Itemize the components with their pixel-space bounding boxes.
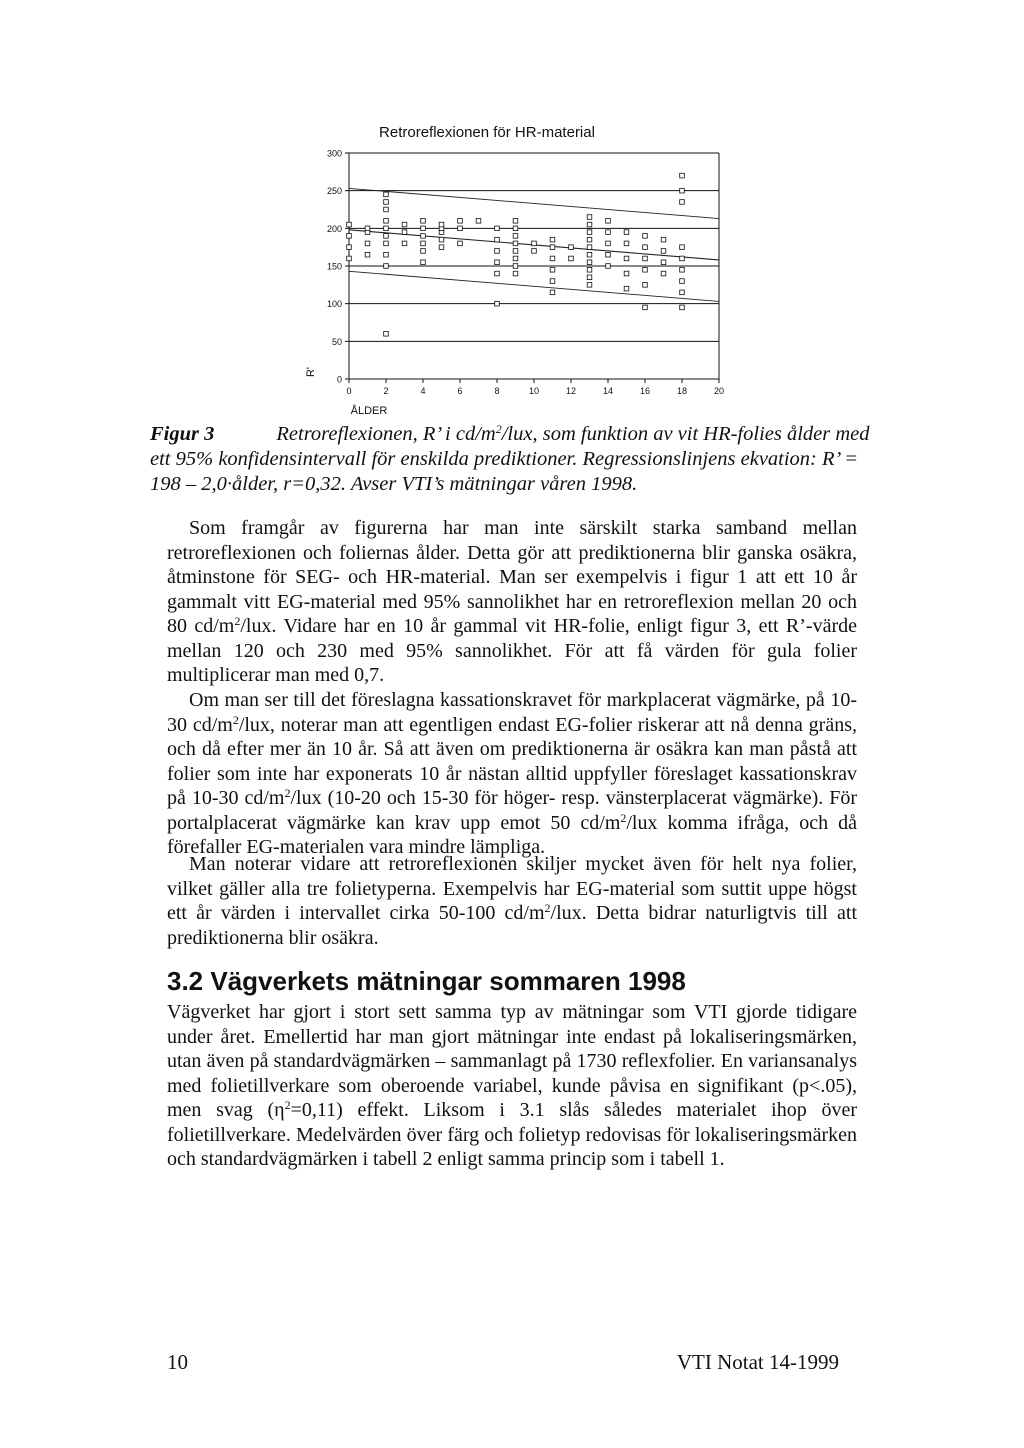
data-point xyxy=(643,267,648,272)
x-tick-label: 18 xyxy=(676,386,688,396)
data-point xyxy=(347,234,352,239)
data-point xyxy=(624,256,629,261)
data-point xyxy=(587,222,592,227)
data-point xyxy=(513,256,518,261)
data-point xyxy=(439,222,444,227)
text-run: Som framgår av figurerna har man inte särskilt starka samband mellan retroreflexionen och foliernas ålder. Detta gör att prediktionerna blir ganska osäkra, åtminstone för SEG- och HR-material. Man ser exempelvis i figur 1 att ett 10 år gammalt vitt EG-material med 95% sannolikhet har en retroreflexion mellan 20 och 80 cd/m xyxy=(167,517,857,637)
text-run: /lux. Vidare har en 10 år gammal vit HR-folie, enligt figur 3, ett R’-värde mellan 120 och 230 med 95% sannolikhet. För att få värden för gula folier multiplicerar man med 0,7. xyxy=(167,615,857,686)
data-point xyxy=(587,267,592,272)
data-point xyxy=(550,267,555,272)
page-number: 10 xyxy=(167,1350,188,1374)
data-point xyxy=(643,256,648,261)
data-point xyxy=(458,219,463,224)
x-tick-label: 14 xyxy=(602,386,614,396)
chart-grid xyxy=(349,153,719,379)
data-point xyxy=(624,271,629,276)
data-point xyxy=(384,207,389,212)
data-point xyxy=(643,283,648,288)
data-point xyxy=(513,226,518,231)
x-tick-label: 6 xyxy=(457,386,463,396)
text-run: /lux komma ifråga, och då förefaller EG-materialen vara mindre lämpliga. xyxy=(167,811,857,858)
data-point xyxy=(680,290,685,295)
data-point xyxy=(661,249,666,254)
data-point xyxy=(587,283,592,288)
data-point xyxy=(587,230,592,235)
figure-label: Figur 3 xyxy=(150,423,215,445)
text-run: =0,11) effekt. Liksom i 3.1 slås således materialet ihop över folietillverkare. Medelvärden över färg och folietyp redovisas för lokaliseringsmärken och standardvägmärken i tabell 2 enligt samma princip som i tabell 1. xyxy=(167,1099,857,1170)
x-tick-label: 10 xyxy=(528,386,540,396)
superscript: 2 xyxy=(544,901,551,915)
superscript: 2 xyxy=(234,614,241,628)
superscript: 2 xyxy=(284,786,291,800)
data-point xyxy=(384,241,389,246)
data-point xyxy=(550,245,555,250)
text-run: Vägverket har gjort i stort sett samma typ av mätningar som VTI gjorde tidigare under året. Emellertid har man gjort mätningar inte endast på lokaliseringsmärken, utan även på standardvägmärken – sammanlagt på 1730 reflexfolier. En variansanalys med folietillverkare som oberoende variabel, kunde påvisa en signifikant (p<.05), men svag (η xyxy=(167,1001,857,1121)
data-point xyxy=(661,260,666,265)
data-point xyxy=(643,234,648,239)
caption-text: /lux, som funktion av vit HR-folies ålder med ett 95% konfidensintervall för enskilda prediktioner. Regressionslinjens ekvation: R’ = 198 – 2,0·ålder, r=0,32. Avser VTI’s mätningar våren 1998. xyxy=(150,423,870,495)
data-point xyxy=(569,256,574,261)
y-tick-label: 250 xyxy=(326,186,342,197)
data-point xyxy=(643,305,648,310)
x-tick-label: 4 xyxy=(420,386,426,396)
data-point xyxy=(347,245,352,250)
data-point xyxy=(513,264,518,269)
data-point xyxy=(513,249,518,254)
text-run: /lux (10-20 och 15-30 för höger- resp. vänsterplacerat vägmärke). För portalplacerat vägmärke kan krav upp emot 50 cd/m xyxy=(167,787,858,834)
data-point xyxy=(680,188,685,193)
data-point xyxy=(421,226,426,231)
paragraph xyxy=(167,516,857,688)
data-point xyxy=(421,260,426,265)
data-point xyxy=(402,230,407,235)
data-point xyxy=(550,290,555,295)
data-point xyxy=(495,271,500,276)
data-point xyxy=(643,245,648,250)
y-tick-label: 150 xyxy=(326,261,342,272)
data-point xyxy=(347,222,352,227)
data-point xyxy=(606,252,611,257)
prediction-interval-line xyxy=(349,188,719,218)
data-point xyxy=(606,230,611,235)
data-point xyxy=(550,256,555,261)
data-point xyxy=(495,249,500,254)
data-point xyxy=(680,267,685,272)
x-tick-label: 2 xyxy=(383,386,389,396)
data-point xyxy=(513,219,518,224)
data-point xyxy=(421,219,426,224)
data-point xyxy=(402,241,407,246)
data-point xyxy=(587,215,592,220)
data-point xyxy=(347,256,352,261)
y-tick-label: 0 xyxy=(336,374,342,385)
data-point xyxy=(587,260,592,265)
superscript: 2 xyxy=(284,1098,291,1112)
data-point xyxy=(569,245,574,250)
figure-caption xyxy=(150,422,878,497)
y-tick-label: 300 xyxy=(326,148,342,159)
data-point xyxy=(384,264,389,269)
x-tick-label: 16 xyxy=(639,386,651,396)
superscript: 2 xyxy=(620,810,627,825)
data-point xyxy=(661,271,666,276)
data-point xyxy=(458,241,463,246)
data-point xyxy=(384,200,389,205)
data-point xyxy=(532,241,537,246)
x-axis-ticks xyxy=(346,379,724,396)
data-point xyxy=(606,219,611,224)
y-tick-label: 200 xyxy=(326,223,342,234)
data-point xyxy=(680,245,685,250)
data-point xyxy=(421,249,426,254)
data-point xyxy=(384,234,389,239)
data-point xyxy=(661,237,666,242)
scatter-chart xyxy=(290,110,740,420)
x-tick-label: 8 xyxy=(494,386,500,396)
data-point xyxy=(384,226,389,231)
data-point xyxy=(458,226,463,231)
text-run: /lux, noterar man att egentligen endast EG-folier riskerar att nå denna gräns, och då efter mer än 10 år. Så att även om prediktionerna är osäkra kan man påstå att folier som inte har exponerats 10 år nästan alltid uppfyller föreslaget kassationskrav på 10-30 cd/m xyxy=(167,713,857,809)
data-points xyxy=(347,173,685,336)
data-point xyxy=(365,226,370,231)
data-point xyxy=(384,192,389,197)
data-point xyxy=(476,219,481,224)
y-axis-ticks xyxy=(327,149,349,385)
data-point xyxy=(606,241,611,246)
paragraph xyxy=(167,852,857,950)
y-tick-label: 100 xyxy=(326,299,342,310)
data-point xyxy=(513,241,518,246)
data-point xyxy=(532,249,537,254)
data-point xyxy=(680,200,685,205)
data-point xyxy=(384,252,389,257)
data-point xyxy=(365,241,370,246)
data-point xyxy=(513,234,518,239)
data-point xyxy=(587,237,592,242)
data-point xyxy=(402,222,407,227)
data-point xyxy=(587,275,592,280)
data-point xyxy=(421,241,426,246)
data-point xyxy=(513,271,518,276)
data-point xyxy=(624,241,629,246)
x-tick-label: 20 xyxy=(713,386,725,396)
data-point xyxy=(680,173,685,178)
paragraph xyxy=(167,688,857,860)
report-id: VTI Notat 14-1999 xyxy=(676,1350,839,1374)
data-point xyxy=(384,219,389,224)
x-tick-label: 12 xyxy=(565,386,577,396)
y-tick-label: 50 xyxy=(331,336,342,347)
text-run: Om man ser till det föreslagna kassationskravet för markplacerat vägmärke, på 10-30 cd/m xyxy=(167,689,857,736)
data-point xyxy=(680,279,685,284)
data-point xyxy=(550,237,555,242)
superscript: 2 xyxy=(232,712,239,727)
data-point xyxy=(495,260,500,265)
data-point xyxy=(680,256,685,261)
superscript: 2 xyxy=(495,422,502,436)
data-point xyxy=(680,305,685,310)
text-run: /lux. Detta bidrar naturligtvis till att prediktionerna blir osäkra. xyxy=(167,902,858,949)
data-point xyxy=(587,245,592,250)
data-point xyxy=(550,279,555,284)
data-point xyxy=(439,237,444,242)
data-point xyxy=(624,230,629,235)
data-point xyxy=(439,245,444,250)
data-point xyxy=(606,264,611,269)
x-tick-label: 0 xyxy=(346,386,352,396)
paragraph xyxy=(167,1000,857,1172)
data-point xyxy=(495,226,500,231)
data-point xyxy=(624,286,629,291)
chart-title: Retroreflexionen för HR-material xyxy=(379,124,595,141)
caption-text: Retroreflexionen, R’ i cd/m xyxy=(276,423,496,445)
data-point xyxy=(384,332,389,337)
section-heading: 3.2 Vägverkets mätningar sommaren 1998 xyxy=(167,966,686,996)
x-axis-label: ÅLDER xyxy=(350,405,388,417)
data-point xyxy=(495,301,500,306)
data-point xyxy=(495,237,500,242)
data-point xyxy=(421,234,426,239)
text-run: Man noterar vidare att retroreflexionen skiljer mycket även för helt nya folier, vilket gäller alla tre folietyperna. Exempelvis har EG-material som suttit uppe högst ett år värden i intervallet cirka 50-100 cd/m xyxy=(167,853,857,924)
data-point xyxy=(587,252,592,257)
y-axis-label: R' xyxy=(305,366,317,378)
data-point xyxy=(365,252,370,257)
